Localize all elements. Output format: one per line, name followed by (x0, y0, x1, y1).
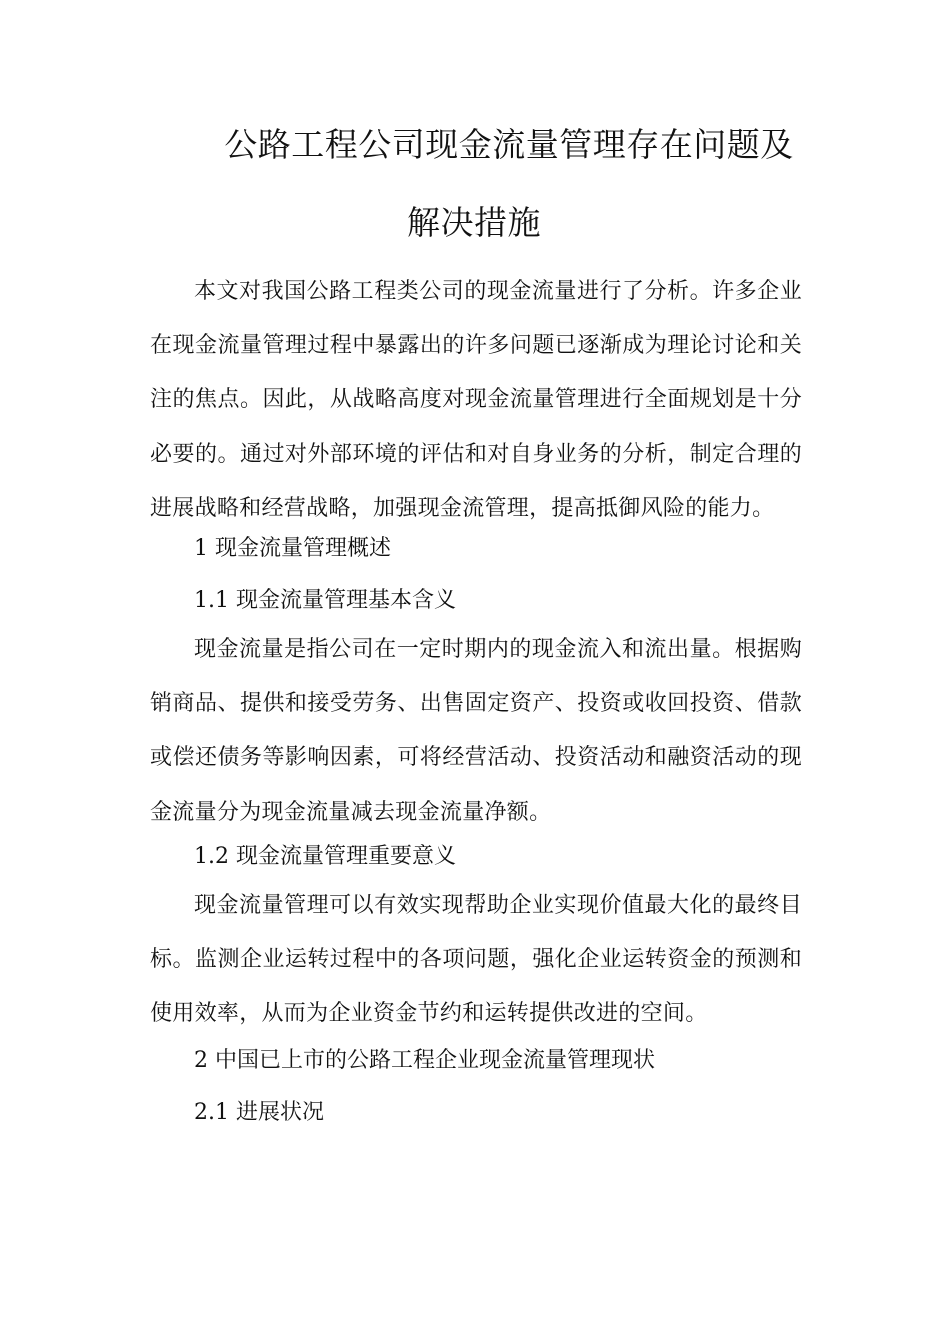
subsection-heading-2-1: 2.1 进展状况 (194, 1100, 324, 1125)
intro-paragraph: 本文对我国公路工程类公司的现金流量进行了分析。许多企业在现金流量管理过程中暴露出的许多问题已逐渐成为理论讨论和关注的焦点。因此，从战略高度对现金流量管理进行全面规划是十分必要的。通过对外部环境的评估和对自身业务的分析，制定合理的进展战略和经营战略，加强现金流管理，提高抵御风险的能力。 (150, 279, 802, 521)
paragraph-1-2: 现金流量管理可以有效实现帮助企业实现价值最大化的最终目标。监测企业运转过程中的各项问题，强化企业运转资金的预测和使用效率，从而为企业资金节约和运转提供改进的空间。 (150, 893, 802, 1027)
document-title-line-1: 公路工程公司现金流量管理存在问题及 (224, 125, 794, 164)
section-heading-1: 1 现金流量管理概述 (194, 536, 391, 561)
document-title-line-2: 解决措施 (407, 203, 541, 242)
subsection-heading-1-2: 1.2 现金流量管理重要意义 (194, 844, 456, 869)
subsection-heading-1-1: 1.1 现金流量管理基本含义 (194, 588, 456, 613)
section-heading-2: 2 中国已上市的公路工程企业现金流量管理现状 (194, 1048, 655, 1073)
paragraph-1-1: 现金流量是指公司在一定时期内的现金流入和流出量。根据购销商品、提供和接受劳务、出售固定资产、投资或收回投资、借款或偿还债务等影响因素，可将经营活动、投资活动和融资活动的现金流量分为现金流量减去现金流量净额。 (150, 637, 802, 825)
